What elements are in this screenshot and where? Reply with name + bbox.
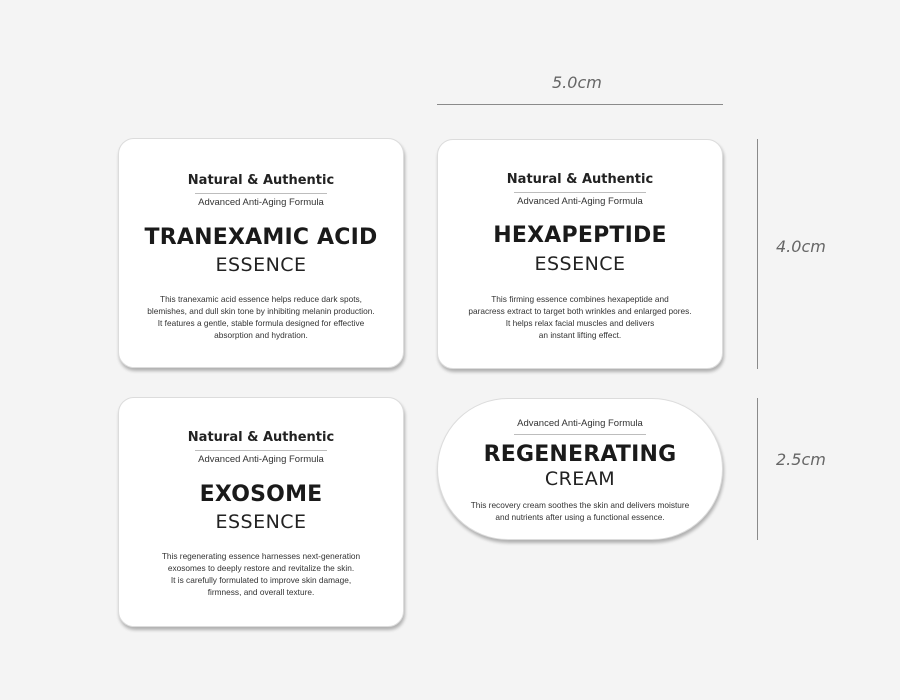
divider bbox=[514, 434, 646, 435]
description-line: exosomes to deeply restore and revitalize the skin. bbox=[167, 563, 355, 573]
description-line: It helps relax facial muscles and delivers bbox=[505, 318, 655, 328]
product-type: CREAM bbox=[544, 468, 616, 490]
height-dimension-label-top: 4.0cm bbox=[776, 237, 826, 256]
divider bbox=[195, 450, 327, 451]
product-type: ESSENCE bbox=[215, 511, 307, 533]
divider bbox=[514, 192, 646, 193]
label-card-regenerating-cream bbox=[437, 398, 723, 540]
description-line: and nutrients after using a functional essence. bbox=[495, 512, 665, 522]
height-dimension-line-top bbox=[757, 139, 758, 369]
product-title: REGENERATING bbox=[483, 442, 677, 467]
product-description bbox=[448, 293, 712, 341]
description-line: This regenerating essence harnesses next-generation bbox=[161, 551, 361, 561]
subtitle: Advanced Anti-Aging Formula bbox=[517, 196, 643, 207]
product-type: ESSENCE bbox=[215, 254, 307, 276]
brand-name: Natural & Authentic bbox=[506, 172, 654, 187]
description-line: This recovery cream soothes the skin and delivers moisture bbox=[470, 500, 690, 510]
description-line: an instant lifting effect. bbox=[538, 330, 622, 340]
product-description bbox=[129, 293, 393, 341]
label-card-exosome bbox=[118, 397, 404, 627]
product-type: ESSENCE bbox=[534, 253, 626, 275]
description-line: It is carefully formulated to improve skin damage, bbox=[170, 575, 352, 585]
width-dimension-line bbox=[437, 104, 723, 105]
description-line: This firming essence combines hexapeptide and bbox=[491, 294, 669, 304]
description-line: blemishes, and dull skin tone by inhibiting melanin production. bbox=[147, 306, 375, 316]
brand-name: Natural & Authentic bbox=[187, 430, 335, 445]
product-description bbox=[448, 499, 712, 523]
product-title: TRANEXAMIC ACID bbox=[144, 225, 378, 250]
subtitle: Advanced Anti-Aging Formula bbox=[198, 454, 324, 465]
product-title: HEXAPEPTIDE bbox=[493, 223, 667, 248]
description-line: This tranexamic acid essence helps reduce dark spots, bbox=[160, 294, 362, 304]
label-card-tranexamic-acid bbox=[118, 138, 404, 368]
product-description bbox=[129, 550, 393, 598]
description-line: firmness, and overall texture. bbox=[207, 587, 315, 597]
subtitle: Advanced Anti-Aging Formula bbox=[198, 197, 324, 208]
height-dimension-label-bottom: 2.5cm bbox=[776, 450, 826, 469]
brand-name: Natural & Authentic bbox=[187, 173, 335, 188]
divider bbox=[195, 193, 327, 194]
product-title: EXOSOME bbox=[199, 482, 323, 507]
label-card-hexapeptide bbox=[437, 139, 723, 369]
description-line: absorption and hydration. bbox=[214, 330, 308, 340]
description-line: paracress extract to target both wrinkles and enlarged pores. bbox=[468, 306, 692, 316]
width-dimension-label: 5.0cm bbox=[552, 73, 602, 92]
height-dimension-line-bottom bbox=[757, 398, 758, 540]
description-line: It features a gentle, stable formula designed for effective bbox=[157, 318, 365, 328]
subtitle: Advanced Anti-Aging Formula bbox=[517, 418, 643, 429]
